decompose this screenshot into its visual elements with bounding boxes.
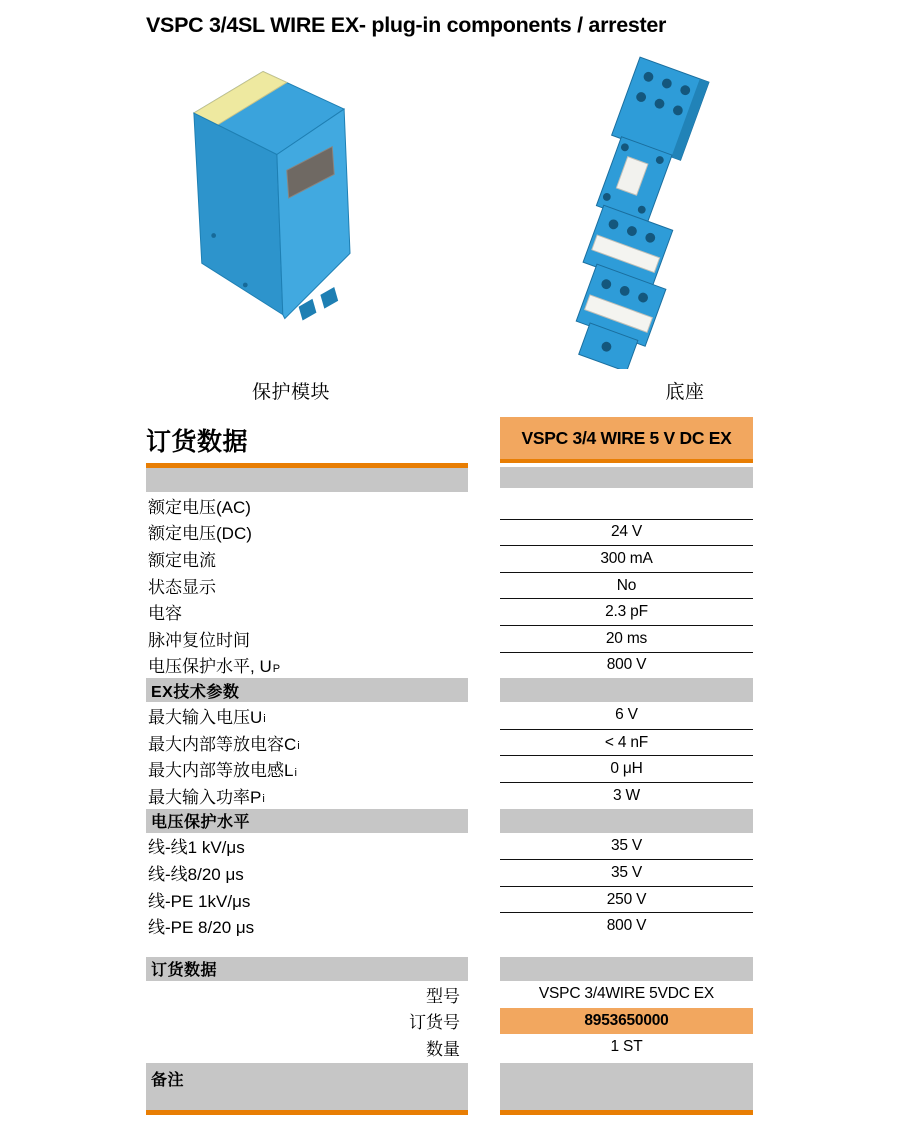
spec-value: 24 V (500, 519, 753, 546)
spec-row (146, 912, 753, 939)
ordering-data-heading: 订货数据 (146, 428, 249, 456)
socket-image (492, 56, 727, 369)
spec-value: No (500, 572, 753, 599)
section-header-label: 订货数据 (146, 957, 468, 981)
remark-label-bar: 备注 (146, 1063, 468, 1115)
order-label: 数量 (426, 1039, 460, 1059)
protection-module-image (184, 58, 352, 338)
section-header-bar (500, 809, 753, 833)
spec-row (146, 755, 753, 782)
spec-table (146, 492, 753, 1115)
spec-value: 250 V (500, 886, 753, 913)
spec-label: 线-线1 kV/μs (148, 838, 245, 858)
order-row (146, 981, 753, 1008)
spec-label: 最大输入电压U i (148, 707, 266, 727)
spec-value: 6 V (615, 706, 638, 724)
remark-row (146, 1063, 753, 1115)
spec-label: 最大内部等放电容C i (148, 734, 300, 754)
spec-value: 800 V (500, 652, 753, 679)
spec-row (146, 545, 753, 572)
spec-label: 电容 (148, 604, 182, 624)
spec-row (146, 625, 753, 652)
section-header-row (146, 678, 753, 702)
spec-label: 线-线8/20 μs (148, 864, 244, 884)
section-header-label: EX技术参数 (146, 678, 468, 702)
ordering-data-block (146, 417, 753, 1115)
order-value: 1 ST (610, 1038, 643, 1056)
spec-value: 20 ms (500, 625, 753, 652)
spec-label: 最大内部等放电感L i (148, 761, 297, 781)
spec-label: 额定电压(DC) (148, 524, 252, 544)
spec-row (146, 859, 753, 886)
section-header-bar (500, 957, 753, 981)
order-row (146, 1008, 753, 1035)
product-header-gray-bar (500, 467, 753, 488)
module-caption: 保护模块 (251, 382, 330, 403)
spec-value: 35 V (610, 836, 643, 854)
section-header-bar (500, 678, 753, 702)
spec-value: < 4 nF (500, 729, 753, 756)
spec-row (146, 572, 753, 599)
spec-label: 脉冲复位时间 (148, 630, 250, 650)
spec-value: 35 V (500, 859, 753, 886)
section-header-label: 电压保护水平 (146, 809, 468, 833)
spec-row (146, 652, 753, 679)
remark-bar (500, 1063, 753, 1115)
spec-row (146, 492, 753, 519)
spec-value: 300 mA (500, 545, 753, 572)
spec-value (500, 492, 753, 519)
spec-row (146, 833, 753, 860)
spec-row (146, 702, 753, 729)
order-value: VSPC 3/4WIRE 5VDC EX (538, 985, 715, 1003)
order-label: 订货号 (409, 1013, 460, 1033)
spec-label: 额定电流 (148, 550, 216, 570)
spec-label: 状态显示 (148, 577, 216, 597)
spec-label: 线-PE 1kV/μs (148, 891, 251, 911)
product-model-header: VSPC 3/4 WIRE 5 V DC EX (500, 417, 753, 463)
spec-value: 800 V (500, 912, 753, 939)
order-row (146, 1034, 753, 1061)
spec-row (146, 782, 753, 809)
order-label: 型号 (426, 986, 460, 1006)
table-header-row (146, 417, 753, 492)
heading-gray-bar (146, 468, 468, 492)
spec-value: 2.3 pF (500, 598, 753, 625)
spec-row (146, 598, 753, 625)
order-number-highlight: 8953650000 (500, 1008, 753, 1035)
spec-label: 最大输入功率P i (148, 787, 265, 807)
spec-row (146, 729, 753, 756)
spec-value: 0 μH (500, 755, 753, 782)
spec-label: 电压保护水平, U P (148, 657, 281, 677)
spec-row (146, 886, 753, 913)
page-title: VSPC 3/4SL WIRE EX- plug-in components / arrester (146, 13, 667, 37)
socket-caption: 底座 (665, 382, 705, 403)
spec-label: 线-PE 8/20 μs (148, 918, 255, 938)
section-header-row (146, 809, 753, 833)
spec-value: 3 W (500, 782, 753, 809)
spec-row (146, 519, 753, 546)
spec-label: 额定电压(AC) (148, 497, 251, 517)
section-header-row (146, 957, 753, 981)
